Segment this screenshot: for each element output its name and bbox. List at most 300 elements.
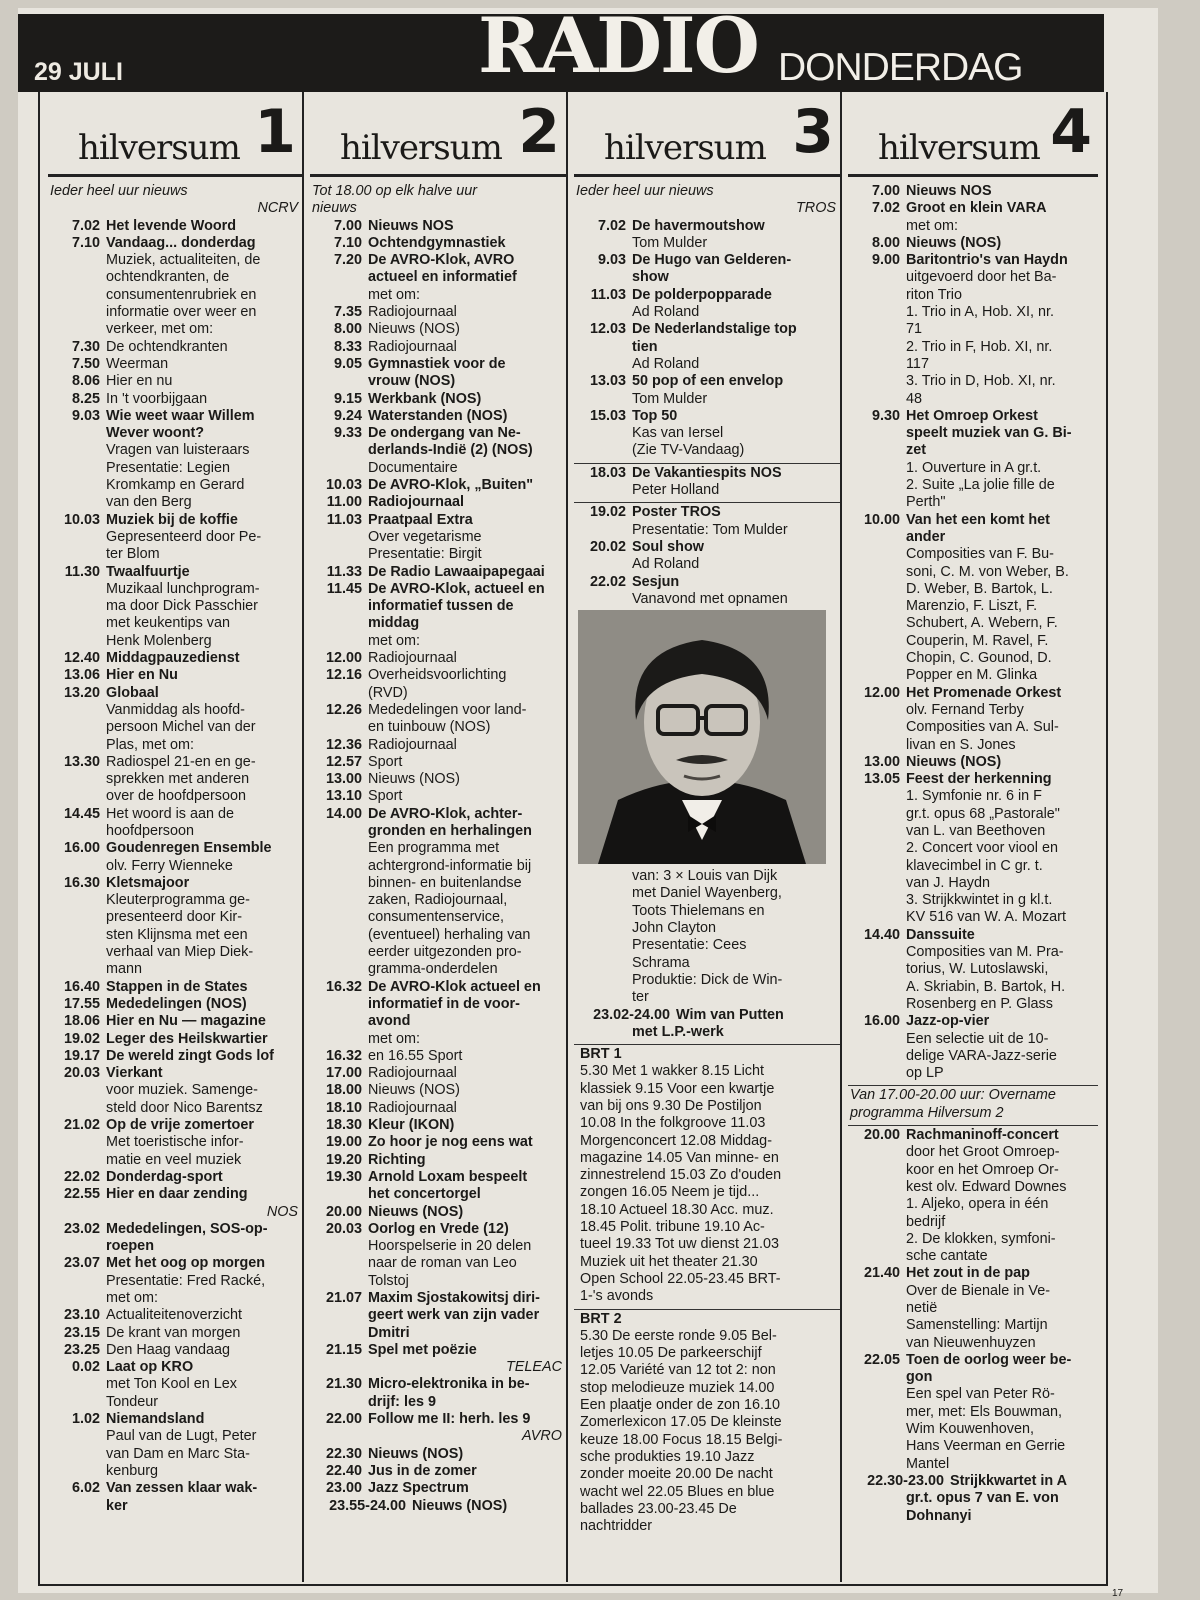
program-entry <box>848 581 1098 598</box>
program-title: Composities van A. Sul- <box>906 719 1059 736</box>
program-entry <box>848 269 1098 286</box>
program-title: Kleur (IKON) <box>368 1117 455 1134</box>
program-entry <box>848 685 1098 702</box>
program-entry <box>848 944 1098 961</box>
program-title: Dohnanyi <box>906 1507 972 1524</box>
program-entry <box>48 564 302 581</box>
program-entry <box>310 788 566 805</box>
program-time: 11.30 <box>64 563 100 580</box>
program-title: Muziek, actualiteiten, de <box>106 252 261 269</box>
program-title: show <box>632 269 669 286</box>
program-time: 19.30 <box>325 1168 362 1185</box>
program-entry <box>848 996 1098 1013</box>
program-entry <box>848 1317 1098 1334</box>
program-time <box>848 1317 906 1334</box>
program-entry <box>310 823 566 840</box>
program-time: 13.00 <box>863 753 900 770</box>
program-entry <box>48 961 302 978</box>
program-entry <box>310 1031 566 1048</box>
program-entry <box>48 1342 302 1359</box>
program-title: en 16.55 Sport <box>368 1047 463 1064</box>
program-entry <box>310 1394 566 1411</box>
page-number: 17 <box>1112 1588 1124 1599</box>
program-time <box>574 391 632 408</box>
program-title: Overheidsvoorlichting <box>368 667 507 684</box>
program-time: 17.00 <box>325 1065 362 1082</box>
program-time <box>310 373 368 390</box>
program-entry <box>848 494 1098 511</box>
program-entry <box>848 1508 1098 1525</box>
program-time: 12.40 <box>63 650 100 667</box>
program-time <box>48 702 106 719</box>
program-time: 9.00 <box>871 252 900 269</box>
program-entry <box>848 477 1098 494</box>
program-title: Hier en Nu <box>106 667 178 684</box>
program-time: 12.00 <box>325 650 362 667</box>
program-time: 0.02 <box>71 1359 100 1376</box>
program-title: Kromkamp en Gerard <box>106 477 245 494</box>
program-entry <box>310 961 566 978</box>
program-time: 7.02 <box>71 217 100 234</box>
program-entry <box>310 685 566 702</box>
program-time <box>848 875 906 892</box>
program-time: 22.02 <box>589 573 626 590</box>
program-time: 22.05 <box>863 1351 900 1368</box>
program-time <box>848 633 906 650</box>
program-title: Jus in de zomer <box>368 1462 477 1479</box>
program-time <box>574 442 632 459</box>
program-title: De polderpopparade <box>632 286 772 303</box>
schedule-paragraph-line: Morgenconcert 12.08 Middag- <box>580 1132 772 1149</box>
program-time <box>574 339 632 356</box>
program-time <box>848 1248 906 1265</box>
program-time <box>574 591 632 608</box>
program-title: 48 <box>906 390 923 407</box>
program-title: van J. Haydn <box>906 874 990 891</box>
program-title: Ad Roland <box>632 355 700 372</box>
program-title: 2. Suite „La jolie fille de <box>906 477 1055 494</box>
program-title: Donderdag-sport <box>106 1168 223 1185</box>
schedule-paragraph-line: klassiek 9.15 Voor een kwartje <box>580 1080 775 1097</box>
program-entry <box>310 737 566 754</box>
program-title: Paul van de Lugt, Peter <box>106 1428 257 1445</box>
schedule-paragraph-line: zonder moeite 20.00 De nacht <box>580 1466 773 1483</box>
program-title: Gepresenteerd door Pe- <box>106 528 262 545</box>
program-time <box>48 460 106 477</box>
program-entry <box>310 979 566 996</box>
program-time <box>310 961 368 978</box>
program-time <box>310 1273 368 1290</box>
program-time: 8.06 <box>71 373 100 390</box>
program-time <box>310 460 368 477</box>
program-entry <box>310 633 566 650</box>
program-time: 14.00 <box>325 805 362 822</box>
program-entry <box>574 304 840 321</box>
program-time <box>848 1456 906 1473</box>
program-title: geert werk van zijn vader <box>368 1307 540 1324</box>
program-entry <box>310 1307 566 1324</box>
program-entry <box>574 442 840 459</box>
program-time <box>848 996 906 1013</box>
program-title: sten Klijnsma met een <box>106 926 248 943</box>
program-time <box>48 1446 106 1463</box>
program-title: Nieuws NOS <box>368 217 454 234</box>
program-time <box>48 477 106 494</box>
program-entry <box>848 1438 1098 1455</box>
program-time <box>574 482 632 499</box>
program-entry <box>848 252 1098 269</box>
program-title: kest olv. Edward Downes <box>906 1178 1067 1195</box>
program-title: eerder uitgezonden pro- <box>368 944 522 961</box>
program-entry <box>574 425 840 442</box>
program-entry <box>48 1307 302 1324</box>
program-entry <box>848 1196 1098 1213</box>
program-entry <box>310 512 566 529</box>
program-time <box>310 858 368 875</box>
program-title: Stappen in de States <box>106 978 248 995</box>
schedule-paragraph-line: keuze 18.00 Focus 18.15 Belgi- <box>580 1431 783 1448</box>
program-title: Nieuws NOS <box>906 183 992 199</box>
program-title: mer, met: Els Bouwman, <box>906 1403 1062 1420</box>
program-entry <box>48 494 302 511</box>
program-time: 22.30-23.00 <box>867 1472 944 1489</box>
program-time <box>848 287 906 304</box>
program-time: 13.03 <box>589 373 626 390</box>
program-entry <box>48 1359 302 1376</box>
program-title: Plas, met om: <box>106 736 194 753</box>
program-title: Wim van Putten <box>676 1006 784 1023</box>
program-time: 8.00 <box>333 321 362 338</box>
program-time <box>48 1238 106 1255</box>
program-entry <box>310 218 566 235</box>
program-time: 7.50 <box>71 355 100 372</box>
program-time: 9.33 <box>333 425 362 442</box>
program-entry <box>574 218 840 235</box>
program-time <box>848 494 906 511</box>
program-time: 13.30 <box>63 753 100 770</box>
section-heading: BRT 2 <box>574 1309 840 1328</box>
program-title: met om: <box>368 286 420 303</box>
program-title: livan en S. Jones <box>906 736 1016 753</box>
program-title: Met het oog op morgen <box>106 1255 266 1272</box>
program-entry <box>848 1283 1098 1300</box>
station-heading <box>310 92 566 177</box>
program-title: Radiojournaal <box>368 304 457 321</box>
program-entry <box>848 1162 1098 1179</box>
program-time <box>848 1369 906 1386</box>
program-entry <box>574 920 840 937</box>
program-entry <box>310 615 566 632</box>
program-time <box>848 356 906 373</box>
program-title: riton Trio <box>906 286 962 303</box>
program-time <box>848 1065 906 1082</box>
program-time: 9.05 <box>333 355 362 372</box>
program-time <box>48 1498 106 1515</box>
program-time: 16.32 <box>325 978 362 995</box>
station-number: 3 <box>792 97 834 167</box>
program-time: 7.02 <box>597 217 626 234</box>
program-title: Peter Holland <box>632 482 720 499</box>
program-title: Schrama <box>632 954 690 971</box>
program-title: Over de Bienale in Ve- <box>906 1282 1050 1299</box>
broadcaster-label: TROS <box>796 200 836 217</box>
program-entry <box>310 996 566 1013</box>
program-title: De Radio Lawaaipapegaai <box>368 563 545 580</box>
program-list <box>848 183 1098 1525</box>
program-title: soni, C. M. von Weber, B. <box>906 563 1069 580</box>
program-time <box>48 442 106 459</box>
program-title: Het woord is aan de <box>106 805 234 822</box>
program-entry <box>848 1214 1098 1231</box>
program-entry <box>310 1169 566 1186</box>
program-title: Chopin, C. Gounod, D. <box>906 650 1052 667</box>
program-title: Gymnastiek voor de <box>368 355 506 372</box>
program-time <box>310 685 368 702</box>
program-time: 9.03 <box>71 407 100 424</box>
program-entry <box>48 235 302 252</box>
program-entry <box>848 339 1098 356</box>
program-title: Mededelingen voor land- <box>368 701 527 718</box>
program-title: van den Berg <box>106 494 192 511</box>
program-entry <box>574 502 840 521</box>
program-time <box>848 581 906 598</box>
program-title: Het levende Woord <box>106 217 237 234</box>
program-title: met Daniel Wayenberg, <box>632 885 782 902</box>
program-time <box>48 1428 106 1445</box>
program-title: gr.t. opus 68 „Pastorale" <box>906 805 1060 822</box>
schedule-paragraph-line: wacht wel 22.05 Blues en blue <box>580 1483 775 1500</box>
program-entry <box>48 927 302 944</box>
header-day: DONDERDAG <box>778 46 1023 89</box>
program-time: 9.30 <box>871 407 900 424</box>
schedule-note: Tot 18.00 op elk halve uur <box>312 183 478 199</box>
program-entry <box>48 1290 302 1307</box>
program-title: en tuinbouw (NOS) <box>368 719 491 736</box>
program-title: kenburg <box>106 1462 159 1479</box>
program-time <box>848 667 906 684</box>
program-entry <box>48 702 302 719</box>
program-title: Nieuws (NOS) <box>906 753 1002 770</box>
program-time <box>574 522 632 539</box>
program-time: 22.30 <box>325 1445 362 1462</box>
program-title: consumentenservice, <box>368 909 504 926</box>
program-time <box>848 615 906 632</box>
program-entry <box>310 1152 566 1169</box>
program-title: KV 516 van W. A. Mozart <box>906 909 1066 926</box>
station-heading <box>574 92 840 177</box>
program-title: Tondeur <box>106 1393 159 1410</box>
program-time <box>848 944 906 961</box>
schedule-paragraph-line: magazine 14.05 Van minne- en <box>580 1149 779 1166</box>
program-time <box>310 633 368 650</box>
program-entry <box>310 650 566 667</box>
program-title: door het Groot Omroep- <box>906 1144 1060 1161</box>
program-time <box>48 581 106 598</box>
program-entry <box>48 287 302 304</box>
program-title: tien <box>632 338 658 355</box>
program-entry <box>310 373 566 390</box>
program-title: Radiojournaal <box>368 736 457 753</box>
program-entry <box>848 1065 1098 1082</box>
program-time <box>848 425 906 442</box>
program-entry <box>48 737 302 754</box>
program-title: Oorlog en Vrede (12) <box>368 1220 509 1237</box>
program-title: Met toeristische infor- <box>106 1134 244 1151</box>
program-entry <box>310 1204 566 1221</box>
program-title: De havermoutshow <box>632 217 765 234</box>
program-time <box>48 1290 106 1307</box>
program-entry <box>48 477 302 494</box>
program-title: van: 3 × Louis van Dijk <box>632 868 778 885</box>
program-time: 22.55 <box>63 1186 100 1203</box>
station-name: hilversum <box>604 128 766 168</box>
program-title: sche cantate <box>906 1248 988 1265</box>
program-title: Van het een komt het <box>906 511 1050 528</box>
program-entry <box>310 1013 566 1030</box>
program-time: 11.45 <box>326 580 362 597</box>
program-title: van Nieuwenhuyzen <box>906 1334 1036 1351</box>
program-entry <box>48 339 302 356</box>
program-time: 12.00 <box>863 684 900 701</box>
program-title: met keukentips van <box>106 615 230 632</box>
program-title: (Zie TV-Vandaag) <box>632 442 745 459</box>
program-title: Nieuws (NOS) <box>368 1203 464 1220</box>
program-entry <box>310 927 566 944</box>
program-time <box>48 823 106 840</box>
program-entry <box>48 1186 302 1203</box>
program-time <box>48 546 106 563</box>
program-title: persoon Michel van der <box>106 719 256 736</box>
program-title: Ochtendgymnastiek <box>368 234 506 251</box>
program-title: met om: <box>368 1030 420 1047</box>
program-time <box>310 892 368 909</box>
program-title: 1. Ouverture in A gr.t. <box>906 459 1042 476</box>
program-entry <box>310 1342 566 1359</box>
program-entry <box>48 633 302 650</box>
program-title: Hoorspelserie in 20 delen <box>368 1238 532 1255</box>
program-time: 21.07 <box>325 1290 362 1306</box>
program-time <box>310 442 368 459</box>
program-time <box>310 1186 368 1203</box>
program-entry <box>574 522 840 539</box>
program-title: Mantel <box>906 1455 950 1472</box>
program-entry <box>848 719 1098 736</box>
program-time <box>48 1134 106 1151</box>
program-entry <box>310 858 566 875</box>
program-title: (eventueel) herhaling van <box>368 926 531 943</box>
schedule-paragraph-line: stop melodieuze muziek 14.00 <box>580 1379 775 1396</box>
program-title: hoofdpersoon <box>106 822 195 839</box>
program-title: delige VARA-Jazz-serie <box>906 1047 1057 1064</box>
program-time: 20.03 <box>63 1065 100 1082</box>
program-title: 3. Trio in D, Hob. XI, nr. <box>906 373 1056 390</box>
program-entry <box>48 996 302 1013</box>
program-entry <box>310 287 566 304</box>
program-time: 19.17 <box>63 1047 100 1064</box>
photo <box>578 610 826 864</box>
program-title: De AVRO-Klok, achter- <box>368 805 523 822</box>
program-entry <box>48 1100 302 1117</box>
program-title: verkeer, met om: <box>106 321 214 338</box>
program-entry <box>848 598 1098 615</box>
program-time <box>48 927 106 944</box>
program-entry <box>48 304 302 321</box>
program-time: 9.24 <box>333 407 362 424</box>
program-entry <box>48 858 302 875</box>
program-entry <box>574 408 840 425</box>
program-title: zaken, Radiojournaal, <box>368 892 508 909</box>
program-entry <box>848 1031 1098 1048</box>
schedule-paragraph-line: ballades 23.00-23.45 De <box>580 1500 737 1517</box>
program-entry <box>574 972 840 989</box>
program-title: Groot en klein VARA <box>906 200 1047 217</box>
program-entry <box>48 252 302 269</box>
program-entry <box>848 1404 1098 1421</box>
program-entry <box>848 840 1098 857</box>
program-entry <box>48 529 302 546</box>
program-title: Micro-elektronika in be- <box>368 1376 530 1393</box>
program-title: achtergrond-informatie bij <box>368 857 532 874</box>
program-entry <box>48 1325 302 1342</box>
program-time <box>574 868 632 885</box>
program-entry <box>48 218 302 235</box>
program-time <box>848 1214 906 1231</box>
program-entry <box>848 737 1098 754</box>
program-time: 10.03 <box>63 511 100 528</box>
station-heading <box>48 92 302 177</box>
program-time: 7.35 <box>333 304 362 321</box>
program-time <box>848 719 906 736</box>
program-entry <box>310 719 566 736</box>
program-time: 23.10 <box>63 1307 100 1324</box>
program-title: presenteerd door Kir- <box>106 909 242 926</box>
program-title: Hier en nu <box>106 373 173 390</box>
program-title: Ad Roland <box>632 556 700 573</box>
program-time <box>310 927 368 944</box>
program-time: 7.10 <box>71 234 100 251</box>
program-title: Laat op KRO <box>106 1359 194 1376</box>
program-title: torius, W. Lutoslawski, <box>906 961 1049 978</box>
program-title: verhaal van Miep Diek- <box>106 944 254 961</box>
program-title: Radiospel 21-en en ge- <box>106 753 256 770</box>
program-time <box>48 1082 106 1099</box>
broadcaster-label: AVRO <box>522 1428 562 1445</box>
program-time <box>848 1283 906 1300</box>
program-entry <box>310 892 566 909</box>
program-time <box>310 287 368 304</box>
program-time <box>848 373 906 390</box>
schedule-note: Van 17.00-20.00 uur: Overname <box>848 1085 1098 1104</box>
program-title: van L. van Beethoven <box>906 822 1046 839</box>
program-time: 10.03 <box>325 477 362 494</box>
program-entry <box>48 719 302 736</box>
program-time <box>574 356 632 373</box>
program-entry <box>574 539 840 556</box>
program-title: Tolstoj <box>368 1272 409 1289</box>
program-entry <box>310 1221 566 1238</box>
program-entry <box>48 546 302 563</box>
program-entry <box>310 564 566 581</box>
schedule-paragraph-line: 18.45 Polit. tribune 19.10 Ac- <box>580 1219 765 1236</box>
program-time <box>848 598 906 615</box>
broadcaster-label: NOS <box>266 1203 298 1220</box>
program-entry <box>848 615 1098 632</box>
program-entry <box>848 1231 1098 1248</box>
program-title: met Ton Kool en Lex <box>106 1376 237 1393</box>
program-entry <box>310 529 566 546</box>
program-entry <box>848 356 1098 373</box>
program-time <box>848 788 906 805</box>
